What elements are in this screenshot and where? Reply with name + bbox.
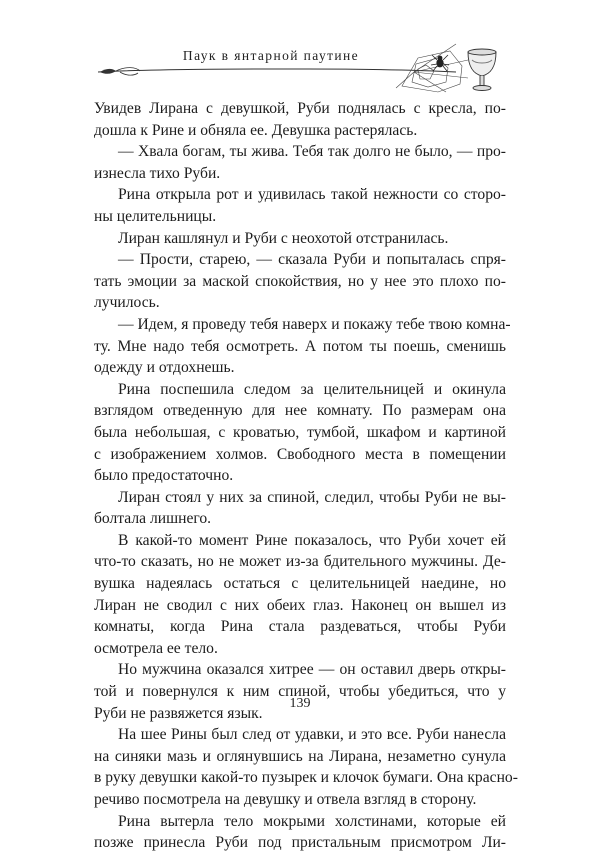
text-line: с изображением холмов. Свободного места в помещении	[94, 445, 506, 463]
text-line: ны целительницы.	[94, 207, 217, 225]
text-line: Рина поспешила следом за целительницей и окинула	[118, 380, 506, 398]
text-line: Лиран стоял у них за спиной, следил, чтобы Руби не вы-	[118, 488, 506, 506]
running-header	[96, 38, 506, 98]
text-line: — Прости, старею, — сказала Руби и попыталась спря-	[118, 251, 506, 269]
text-line: Лиран кашлянул и Руби с неохотой отстранилась.	[118, 229, 449, 247]
text-line: вушка надеялась остаться с целительницей наедине, но	[94, 575, 506, 593]
text-line: Но мужчина оказался хитрее — он оставил дверь откры-	[118, 661, 506, 679]
text-line: болтала лишнего.	[94, 510, 212, 528]
goblet-illustration	[468, 49, 496, 91]
text-line: Лиран не сводил с них обеих глаз. Наконец он вышел из	[94, 596, 506, 614]
text-line: изнесла тихо Руби.	[94, 164, 221, 182]
text-line: позже принесла Руби под пристальным присмотром Ли-	[94, 834, 506, 852]
text-line: было предостаточно.	[94, 467, 234, 485]
text-line: В какой-то момент Рине показалось, что Руби хочет ей	[118, 531, 506, 549]
text-line: — Идем, я проведу тебя наверх и покажу тебе твою комна-	[118, 315, 511, 333]
text-line: в руку девушки какой-то пузырек и клочок бумаги. Она красно-	[94, 769, 518, 787]
text-line: На шее Рины был след от удавки, и это все. Руби нанесла	[118, 726, 506, 744]
text-line: тать эмоции за маской спокойствия, но у нее это плохо по-	[94, 272, 506, 290]
text-line: взглядом отведенную для нее комнату. По размерам она	[94, 402, 506, 420]
text-line: Руби не развяжется язык.	[94, 704, 263, 722]
text-line: на синяки мазь и оглянувшись на Лирана, незаметно сунула	[94, 747, 506, 765]
text-line: Увидев Лирана с девушкой, Руби поднялась с кресла, по-	[94, 100, 506, 117]
text-line: комнаты, когда Рина стала раздеваться, чтобы Руби	[94, 618, 506, 636]
text-line: была небольшая, с кроватью, тумбой, шкафом и картиной	[94, 423, 506, 441]
text-line: что-то сказать, но не может из-за бдительного мужчины. Де-	[94, 553, 506, 571]
text-line: ту. Мне надо тебя осмотреть. А потом ты поешь, сменишь	[94, 337, 506, 355]
running-title: Паук в янтарной паутине	[182, 48, 360, 63]
text-line: одежду и отдохнешь.	[94, 359, 235, 377]
text-line: дошла к Рине и обняла ее. Девушка растерялась.	[94, 121, 418, 139]
text-line: лучилось.	[94, 294, 160, 312]
text-line: — Хвала богам, ты жива. Тебя так долго не было, — про-	[118, 143, 506, 161]
page-number: 139	[289, 696, 311, 711]
text-line: осмотрела ее тело.	[94, 639, 218, 657]
text-line: Рина открыла рот и удивилась такой нежности со сторо-	[118, 186, 506, 204]
header-ornament	[96, 38, 506, 98]
text-line: той и повернулся к ним спиной, чтобы убедиться, что у	[94, 683, 506, 701]
body-text	[94, 98, 518, 854]
text-line: речиво посмотрела на девушку и отвела взгляд в сторону.	[94, 791, 477, 808]
text-line: Рина вытерла тело мокрыми холстинами, которые ей	[118, 812, 506, 830]
